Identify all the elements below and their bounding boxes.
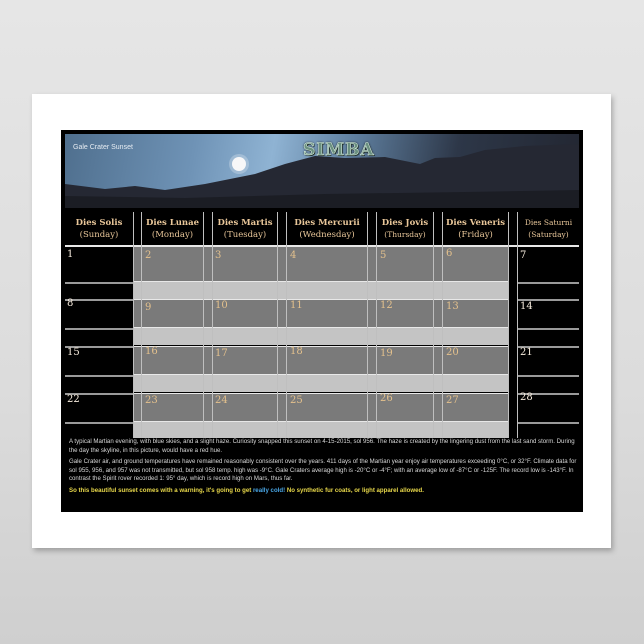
header-sunday <box>65 212 133 246</box>
day-cell[interactable]: 22 <box>67 394 80 405</box>
day-cell[interactable]: 16 <box>145 346 158 357</box>
header-english: (Wednesday) <box>299 230 355 240</box>
day-cell[interactable]: 2 <box>145 250 152 261</box>
day-cell[interactable]: 6 <box>446 248 453 259</box>
day-cell[interactable]: 23 <box>145 395 158 406</box>
header-latin: Dies Veneris <box>445 218 506 228</box>
week4-notes-band <box>133 422 508 438</box>
day-cell[interactable]: 13 <box>446 301 459 312</box>
day-cell[interactable]: 7 <box>520 250 527 261</box>
day-cell[interactable]: 19 <box>380 348 393 359</box>
day-cell[interactable]: 10 <box>215 300 228 311</box>
column-line <box>133 212 134 438</box>
week2-notes-band <box>133 328 508 345</box>
day-cell[interactable]: 28 <box>520 392 533 403</box>
header-wednesday <box>287 212 367 246</box>
row-line <box>65 422 133 424</box>
week3-notes-band <box>133 375 508 392</box>
header-english: (Thursday) <box>384 230 426 239</box>
row-line <box>133 374 508 375</box>
column-line <box>508 212 509 438</box>
row-line <box>65 375 133 377</box>
header-english: (Tuesday) <box>223 230 267 240</box>
warning-line <box>69 487 577 496</box>
row-line <box>517 282 579 284</box>
row-line <box>65 282 133 284</box>
header-latin: Dies Solis <box>75 218 123 228</box>
row-line <box>65 328 133 330</box>
day-cell[interactable]: 27 <box>446 395 459 406</box>
day-cell[interactable]: 20 <box>446 347 459 358</box>
day-cell[interactable]: 11 <box>290 300 303 311</box>
header-monday <box>142 212 203 246</box>
header-thursday <box>377 212 433 246</box>
day-cell[interactable]: 17 <box>215 348 228 359</box>
row-line <box>133 299 508 300</box>
day-cell[interactable]: 3 <box>215 250 222 261</box>
row-line <box>65 299 133 301</box>
day-cell[interactable]: 21 <box>520 347 533 358</box>
header-latin: Dies Lunae <box>145 218 199 228</box>
row-line <box>517 422 579 424</box>
calendar-title: SIMBA <box>303 140 375 160</box>
day-cell[interactable]: 14 <box>520 301 533 312</box>
header-latin: Dies Martis <box>217 218 273 228</box>
header-english: (Monday) <box>151 230 194 240</box>
notes-paragraph-1: A typical Martian evening, with blue skies, and a slight haze. Curiosity snapped this sunset on 4-15-2015, sol 956. The haze is created by the lingering dust from the last sand storm. During the day the skyline, in this picture, would have a red hue. <box>69 438 575 454</box>
day-cell[interactable]: 1 <box>67 249 74 260</box>
column-line <box>203 212 204 438</box>
column-line <box>367 212 368 438</box>
header-tuesday <box>213 212 277 246</box>
header-latin: Dies Saturni <box>524 218 573 227</box>
row-line <box>517 328 579 330</box>
calendar-panel <box>61 130 583 512</box>
row-line <box>133 281 508 282</box>
day-cell[interactable]: 18 <box>290 346 303 357</box>
header-english: (Saturday) <box>528 230 569 239</box>
column-line <box>433 212 434 438</box>
row-line <box>133 393 508 394</box>
day-cell[interactable]: 12 <box>380 300 393 311</box>
day-cell[interactable]: 9 <box>145 302 152 313</box>
header-friday <box>443 212 508 246</box>
notes-paragraph-2: Gale Crater air, and ground temperatures have remained reasonably consistent over the years. 411 days of the Martian year enjoy air temperatures exceeding 0°C, or 32°F. Climate data for sol 955, 956, and 957 was not transmitted, but sol 958 temp. high was -9°C. Gale Craters average high is -20°C or -4°F; with an average low of -87°C or -125F. The record low is -143°F. In contrast the Spirit rover recorded 1: 95° day, which is record high on Mars, thus far. <box>69 458 577 483</box>
row-line <box>517 375 579 377</box>
day-cell[interactable]: 26 <box>380 393 393 404</box>
column-line <box>277 212 278 438</box>
notes-section <box>69 438 577 499</box>
day-cell[interactable]: 4 <box>290 250 297 261</box>
day-cell[interactable]: 8 <box>67 298 74 309</box>
week1-notes-band <box>133 282 508 299</box>
row-line <box>133 327 508 328</box>
header-saturday <box>518 212 579 246</box>
day-cell[interactable]: 15 <box>67 347 80 358</box>
header-english: (Sunday) <box>79 230 119 240</box>
warning-text-end: No synthetic fur coats, or light apparel allowed. <box>285 486 424 494</box>
sunset-photo <box>65 134 579 208</box>
header-latin: Dies Jovis <box>381 218 429 228</box>
day-cell[interactable]: 5 <box>380 250 387 261</box>
photo-caption: Gale Crater Sunset <box>73 144 133 151</box>
cold-highlight: really cold! <box>252 486 286 494</box>
row-line <box>133 421 508 422</box>
day-cell[interactable]: 25 <box>290 395 303 406</box>
header-english: (Friday) <box>458 230 493 240</box>
header-latin: Dies Mercurii <box>294 218 360 228</box>
day-cell[interactable]: 24 <box>215 395 228 406</box>
warning-text: So this beautiful sunset comes with a warning, it's going to get <box>69 486 253 494</box>
